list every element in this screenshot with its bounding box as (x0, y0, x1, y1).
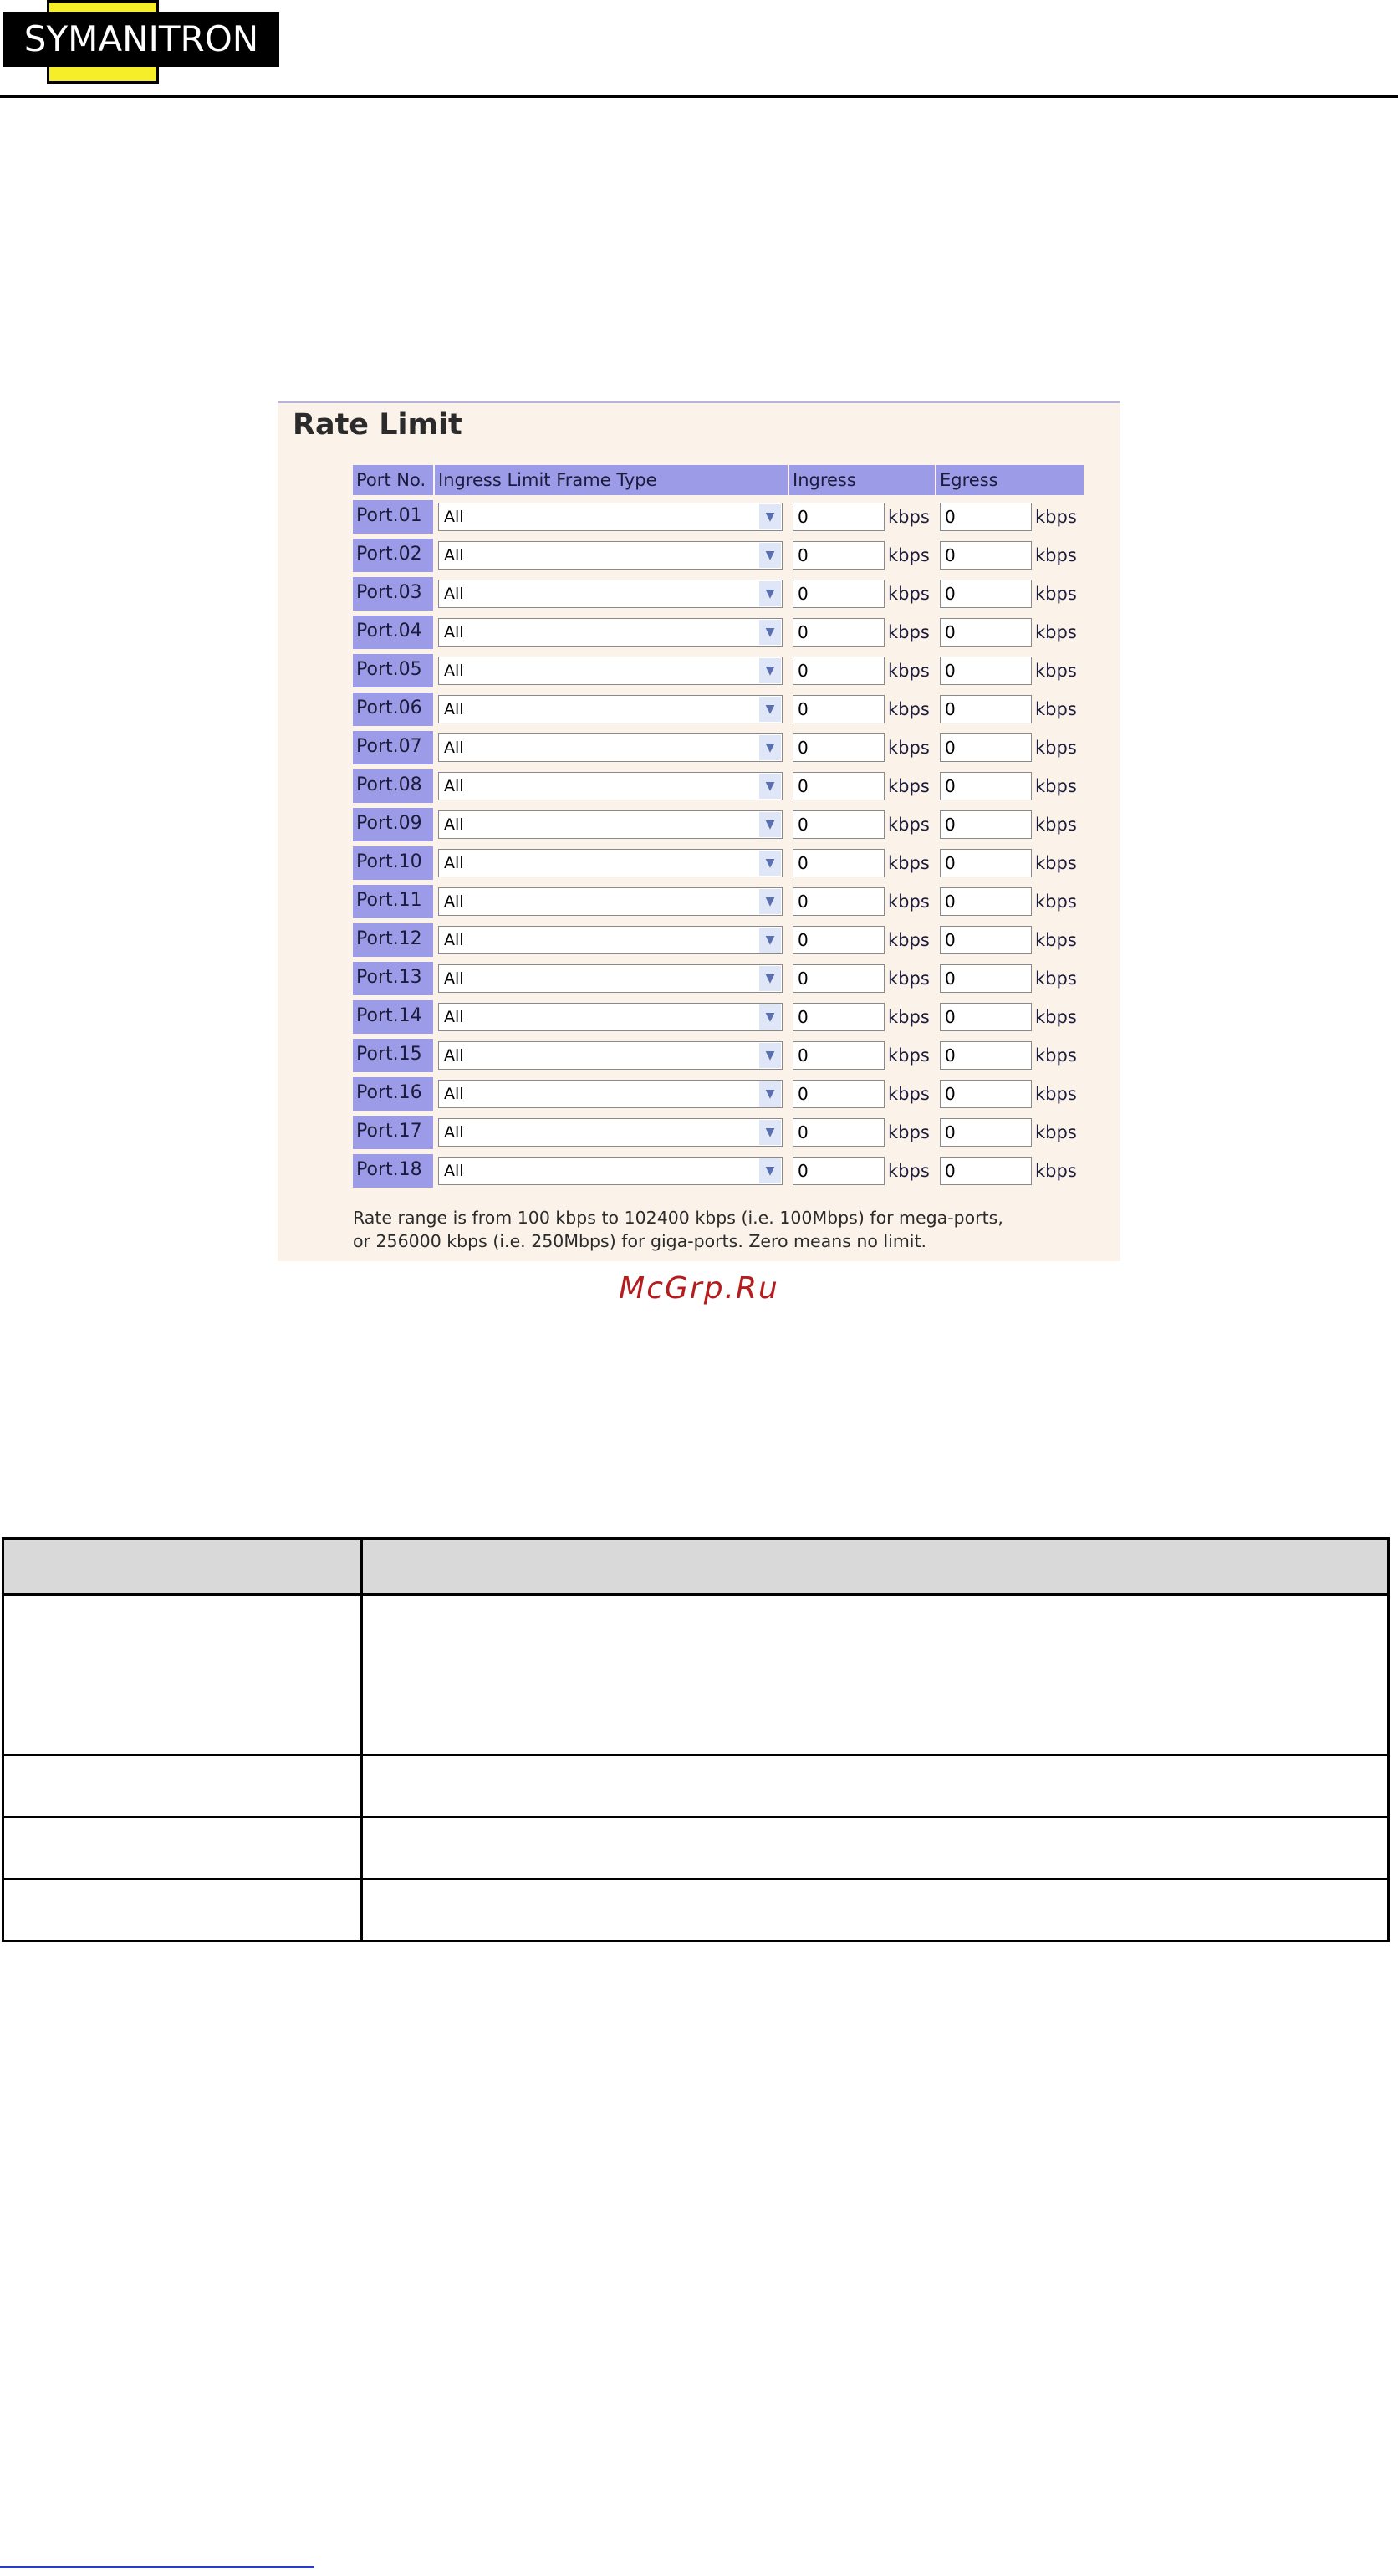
egress-cell (936, 577, 1085, 611)
frame-type-cell (435, 1039, 789, 1072)
table-cell (3, 1595, 362, 1756)
egress-cell (936, 923, 1085, 957)
frame-type-cell (435, 769, 789, 803)
column-header-port: Port No. (353, 465, 435, 495)
egress-input[interactable]: 0 (940, 926, 1032, 954)
ingress-unit: kbps (888, 892, 930, 912)
egress-input[interactable]: 0 (940, 810, 1032, 839)
frame-type-select[interactable] (438, 541, 783, 570)
egress-cell (936, 654, 1085, 687)
egress-unit: kbps (1035, 699, 1077, 719)
frame-type-value: All (444, 662, 464, 680)
ingress-cell (789, 1039, 936, 1072)
ingress-input[interactable]: 0 (793, 887, 885, 916)
ingress-unit: kbps (888, 699, 930, 719)
note-line-1: Rate range is from 100 kbps to 102400 kbps (i.e. 100Mbps) for mega-ports, (353, 1208, 1003, 1228)
table-row (353, 1000, 1089, 1039)
ingress-input[interactable]: 0 (793, 849, 885, 877)
ingress-input[interactable]: 0 (793, 580, 885, 608)
ingress-cell (789, 731, 936, 764)
port-label: Port.06 (353, 693, 435, 726)
egress-unit: kbps (1035, 1007, 1077, 1027)
table-row (353, 1039, 1089, 1077)
chevron-down-icon[interactable]: ▼ (759, 504, 781, 529)
watermark: McGrp.Ru (619, 1271, 779, 1306)
egress-input[interactable]: 0 (940, 1118, 1032, 1147)
ingress-cell (789, 962, 936, 995)
frame-type-select[interactable] (438, 887, 783, 916)
frame-type-cell (435, 885, 789, 918)
table-cell (3, 1879, 362, 1941)
frame-type-value: All (444, 1046, 464, 1065)
egress-input[interactable]: 0 (940, 849, 1032, 877)
port-label: Port.04 (353, 616, 435, 649)
chevron-down-icon[interactable]: ▼ (759, 620, 781, 645)
egress-unit: kbps (1035, 661, 1077, 681)
egress-input[interactable]: 0 (940, 887, 1032, 916)
port-label: Port.11 (353, 885, 435, 918)
frame-type-select[interactable] (438, 1118, 783, 1147)
description-table (2, 1537, 1390, 1942)
frame-type-select[interactable] (438, 618, 783, 647)
table-header-row (353, 465, 1089, 495)
ingress-unit: kbps (888, 1122, 930, 1142)
frame-type-select[interactable] (438, 810, 783, 839)
egress-input[interactable]: 0 (940, 772, 1032, 800)
rate-limit-table (353, 465, 1089, 1193)
egress-cell (936, 846, 1085, 880)
egress-unit: kbps (1035, 776, 1077, 796)
egress-cell (936, 1154, 1085, 1188)
egress-cell (936, 1116, 1085, 1149)
frame-type-value: All (444, 1085, 464, 1103)
frame-type-value: All (444, 854, 464, 872)
frame-type-select[interactable] (438, 580, 783, 608)
egress-input[interactable]: 0 (940, 580, 1032, 608)
ingress-input[interactable]: 0 (793, 1080, 885, 1108)
frame-type-cell (435, 808, 789, 841)
egress-cell (936, 808, 1085, 841)
table-cell (362, 1879, 1389, 1941)
table-header-row (3, 1539, 1389, 1595)
table-row (353, 808, 1089, 846)
egress-unit: kbps (1035, 622, 1077, 642)
egress-unit: kbps (1035, 1122, 1077, 1142)
chevron-down-icon[interactable]: ▼ (759, 1120, 781, 1145)
port-label: Port.18 (353, 1154, 435, 1188)
ingress-input[interactable]: 0 (793, 1041, 885, 1070)
egress-input[interactable]: 0 (940, 503, 1032, 531)
egress-input[interactable]: 0 (940, 695, 1032, 723)
ingress-input[interactable]: 0 (793, 657, 885, 685)
ingress-unit: kbps (888, 776, 930, 796)
frame-type-value: All (444, 508, 464, 526)
frame-type-value: All (444, 739, 464, 757)
table-row (353, 539, 1089, 577)
frame-type-select[interactable] (438, 657, 783, 685)
egress-unit: kbps (1035, 892, 1077, 912)
egress-cell (936, 693, 1085, 726)
egress-cell (936, 500, 1085, 534)
egress-unit: kbps (1035, 930, 1077, 950)
ingress-unit: kbps (888, 1161, 930, 1181)
ingress-unit: kbps (888, 622, 930, 642)
chevron-down-icon[interactable]: ▼ (759, 1158, 781, 1183)
egress-input[interactable]: 0 (940, 1157, 1032, 1185)
frame-type-cell (435, 923, 789, 957)
chevron-down-icon[interactable]: ▼ (759, 966, 781, 991)
egress-input[interactable]: 0 (940, 733, 1032, 762)
chevron-down-icon[interactable]: ▼ (759, 1004, 781, 1030)
port-label: Port.07 (353, 731, 435, 764)
ingress-input[interactable]: 0 (793, 618, 885, 647)
port-label: Port.12 (353, 923, 435, 957)
table-row (3, 1817, 1389, 1879)
frame-type-cell (435, 846, 789, 880)
frame-type-select[interactable] (438, 964, 783, 993)
ingress-unit: kbps (888, 1045, 930, 1066)
table-cell (3, 1817, 362, 1879)
ingress-cell (789, 769, 936, 803)
table-row (353, 731, 1089, 769)
ingress-cell (789, 654, 936, 687)
ingress-input[interactable]: 0 (793, 926, 885, 954)
table-row (3, 1595, 1389, 1756)
table-row (353, 962, 1089, 1000)
frame-type-cell (435, 539, 789, 572)
chevron-down-icon[interactable]: ▼ (759, 543, 781, 568)
frame-type-value: All (444, 931, 464, 949)
column-header-frame-type: Ingress Limit Frame Type (435, 465, 789, 495)
ingress-unit: kbps (888, 969, 930, 989)
frame-type-cell (435, 616, 789, 649)
frame-type-select[interactable] (438, 1080, 783, 1108)
table-row (353, 923, 1089, 962)
ingress-input[interactable]: 0 (793, 1157, 885, 1185)
table-row (353, 846, 1089, 885)
ingress-unit: kbps (888, 1007, 930, 1027)
table-row (3, 1756, 1389, 1817)
ingress-input[interactable]: 0 (793, 1118, 885, 1147)
egress-cell (936, 769, 1085, 803)
ingress-input[interactable]: 0 (793, 772, 885, 800)
logo-text: SYMANITRON (3, 12, 279, 67)
frame-type-value: All (444, 585, 464, 603)
ingress-cell (789, 885, 936, 918)
egress-input[interactable]: 0 (940, 1003, 1032, 1031)
ingress-input[interactable]: 0 (793, 1003, 885, 1031)
chevron-down-icon[interactable]: ▼ (759, 697, 781, 722)
table-row (353, 500, 1089, 539)
port-label: Port.10 (353, 846, 435, 880)
chevron-down-icon[interactable]: ▼ (759, 812, 781, 837)
frame-type-cell (435, 1077, 789, 1111)
frame-type-select[interactable] (438, 926, 783, 954)
egress-unit: kbps (1035, 1045, 1077, 1066)
ingress-unit: kbps (888, 584, 930, 604)
table-cell (3, 1756, 362, 1817)
table-row (353, 654, 1089, 693)
ingress-unit: kbps (888, 1084, 930, 1104)
port-label: Port.09 (353, 808, 435, 841)
ingress-cell (789, 923, 936, 957)
chevron-down-icon[interactable]: ▼ (759, 581, 781, 606)
table-cell (362, 1595, 1389, 1756)
chevron-down-icon[interactable]: ▼ (759, 889, 781, 914)
ingress-unit: kbps (888, 545, 930, 565)
egress-unit: kbps (1035, 584, 1077, 604)
ingress-input[interactable]: 0 (793, 695, 885, 723)
frame-type-value: All (444, 1162, 464, 1180)
table-row (353, 1077, 1089, 1116)
port-label: Port.08 (353, 769, 435, 803)
company-logo (3, 0, 279, 74)
port-label: Port.13 (353, 962, 435, 995)
ingress-input[interactable]: 0 (793, 964, 885, 993)
egress-unit: kbps (1035, 815, 1077, 835)
frame-type-cell (435, 693, 789, 726)
egress-unit: kbps (1035, 738, 1077, 758)
port-label: Port.14 (353, 1000, 435, 1034)
frame-type-value: All (444, 1008, 464, 1026)
port-label: Port.02 (353, 539, 435, 572)
egress-input[interactable]: 0 (940, 618, 1032, 647)
frame-type-cell (435, 654, 789, 687)
frame-type-cell (435, 731, 789, 764)
frame-type-value: All (444, 815, 464, 834)
egress-unit: kbps (1035, 1161, 1077, 1181)
table-cell (362, 1817, 1389, 1879)
note-line-2: or 256000 kbps (i.e. 250Mbps) for giga-ports. Zero means no limit. (353, 1231, 927, 1251)
table-row (353, 1116, 1089, 1154)
ingress-cell (789, 577, 936, 611)
egress-input[interactable]: 0 (940, 1041, 1032, 1070)
frame-type-value: All (444, 623, 464, 641)
frame-type-select[interactable] (438, 695, 783, 723)
ingress-unit: kbps (888, 507, 930, 527)
rate-range-note (353, 1206, 1105, 1253)
ingress-cell (789, 1116, 936, 1149)
table-row (3, 1879, 1389, 1941)
frame-type-select[interactable] (438, 772, 783, 800)
frame-type-select[interactable] (438, 1003, 783, 1031)
frame-type-cell (435, 1000, 789, 1034)
frame-type-select[interactable] (438, 1157, 783, 1185)
egress-cell (936, 962, 1085, 995)
egress-unit: kbps (1035, 545, 1077, 565)
table-row (353, 616, 1089, 654)
header-divider (0, 95, 1398, 98)
frame-type-select[interactable] (438, 1041, 783, 1070)
port-label: Port.15 (353, 1039, 435, 1072)
table-row (353, 577, 1089, 616)
ingress-cell (789, 616, 936, 649)
egress-input[interactable]: 0 (940, 541, 1032, 570)
frame-type-cell (435, 500, 789, 534)
ingress-input[interactable]: 0 (793, 541, 885, 570)
frame-type-select[interactable] (438, 733, 783, 762)
frame-type-cell (435, 577, 789, 611)
port-label: Port.01 (353, 500, 435, 534)
egress-input[interactable]: 0 (940, 657, 1032, 685)
column-header-egress: Egress (936, 465, 1085, 495)
frame-type-select[interactable] (438, 849, 783, 877)
port-label: Port.17 (353, 1116, 435, 1149)
table-row (353, 885, 1089, 923)
table-row (353, 769, 1089, 808)
table-row (353, 1154, 1089, 1193)
ingress-input[interactable]: 0 (793, 810, 885, 839)
egress-cell (936, 539, 1085, 572)
egress-unit: kbps (1035, 1084, 1077, 1104)
ingress-unit: kbps (888, 815, 930, 835)
chevron-down-icon[interactable]: ▼ (759, 735, 781, 760)
chevron-down-icon[interactable]: ▼ (759, 774, 781, 799)
rate-limit-panel (278, 401, 1120, 1261)
frame-type-value: All (444, 546, 464, 565)
frame-type-cell (435, 1116, 789, 1149)
frame-type-value: All (444, 700, 464, 718)
ingress-cell (789, 1077, 936, 1111)
table-cell (362, 1756, 1389, 1817)
egress-cell (936, 1000, 1085, 1034)
egress-cell (936, 1039, 1085, 1072)
chevron-down-icon[interactable]: ▼ (759, 1081, 781, 1107)
frame-type-cell (435, 962, 789, 995)
frame-type-value: All (444, 892, 464, 911)
frame-type-cell (435, 1154, 789, 1188)
ingress-cell (789, 539, 936, 572)
ingress-cell (789, 1000, 936, 1034)
ingress-unit: kbps (888, 930, 930, 950)
column-header-ingress: Ingress (789, 465, 936, 495)
egress-cell (936, 731, 1085, 764)
egress-input[interactable]: 0 (940, 1080, 1032, 1108)
frame-type-value: All (444, 969, 464, 988)
ingress-unit: kbps (888, 661, 930, 681)
frame-type-value: All (444, 1123, 464, 1142)
ingress-unit: kbps (888, 738, 930, 758)
ingress-input[interactable]: 0 (793, 503, 885, 531)
egress-input[interactable]: 0 (940, 964, 1032, 993)
egress-cell (936, 885, 1085, 918)
chevron-down-icon[interactable]: ▼ (759, 1043, 781, 1068)
chevron-down-icon[interactable]: ▼ (759, 658, 781, 683)
egress-unit: kbps (1035, 507, 1077, 527)
ingress-cell (789, 693, 936, 726)
port-label: Port.16 (353, 1077, 435, 1111)
chevron-down-icon[interactable]: ▼ (759, 928, 781, 953)
port-label: Port.05 (353, 654, 435, 687)
frame-type-select[interactable] (438, 503, 783, 531)
ingress-cell (789, 500, 936, 534)
ingress-cell (789, 846, 936, 880)
port-label: Port.03 (353, 577, 435, 611)
header-cell (3, 1539, 362, 1595)
egress-unit: kbps (1035, 853, 1077, 873)
ingress-cell (789, 808, 936, 841)
footer-link-underline[interactable] (0, 2566, 314, 2568)
chevron-down-icon[interactable]: ▼ (759, 851, 781, 876)
egress-cell (936, 1077, 1085, 1111)
header-cell (362, 1539, 1389, 1595)
ingress-input[interactable]: 0 (793, 733, 885, 762)
egress-cell (936, 616, 1085, 649)
table-row (353, 693, 1089, 731)
frame-type-value: All (444, 777, 464, 795)
ingress-cell (789, 1154, 936, 1188)
ingress-unit: kbps (888, 853, 930, 873)
panel-title: Rate Limit (293, 408, 462, 442)
egress-unit: kbps (1035, 969, 1077, 989)
